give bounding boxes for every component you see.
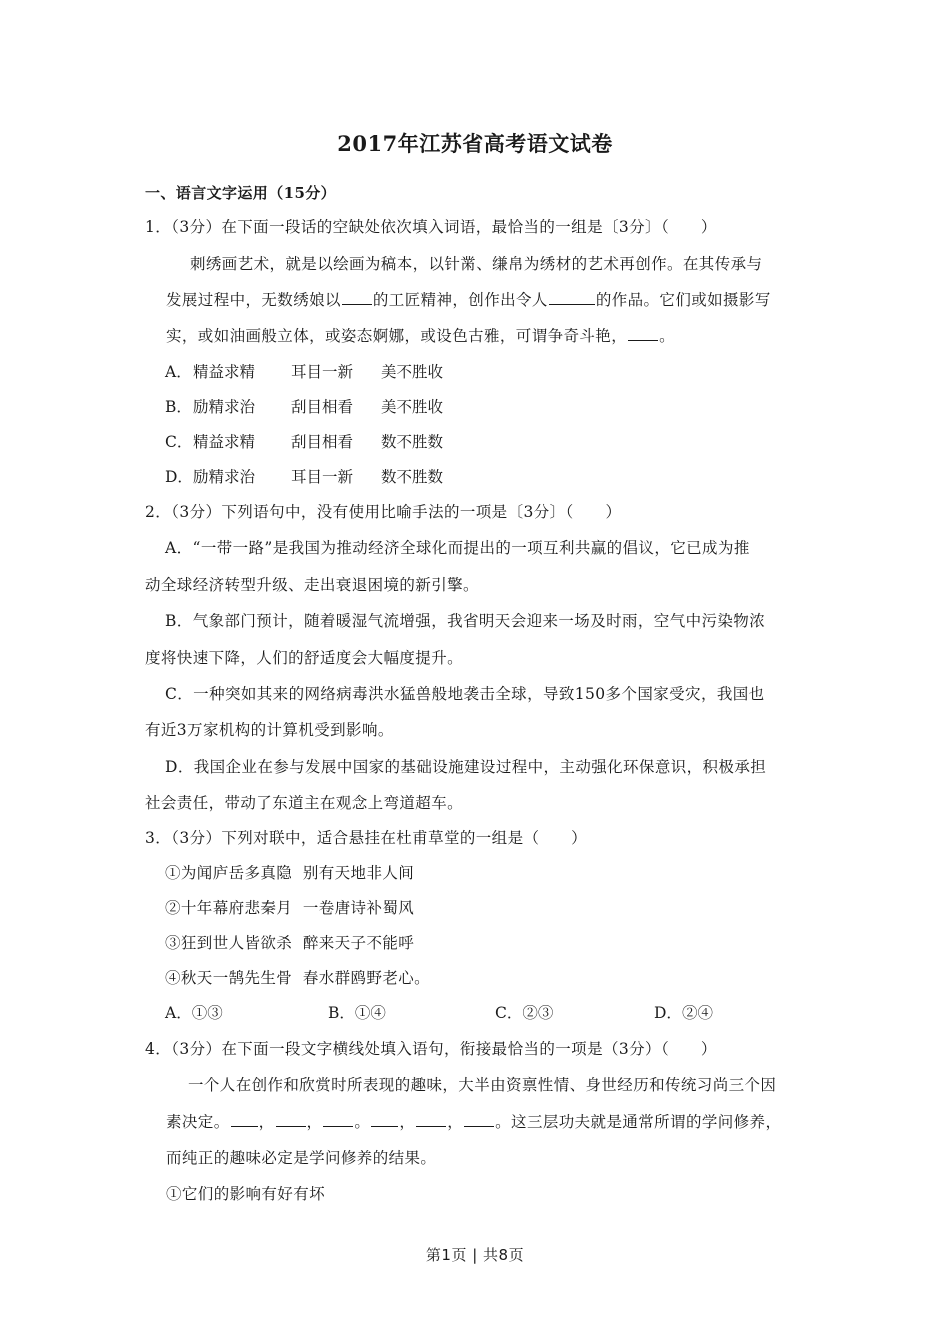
question-number: 4． bbox=[145, 1040, 172, 1058]
couplet-3: ③狂到世人皆欲杀 醉来天子不能呼 bbox=[165, 934, 415, 952]
couplet-4: ④秋天一鹄先生骨 春水群鸥野老心。 bbox=[165, 969, 431, 987]
option-c[interactable]: C．一种突如其来的网络病毒洪水猛兽般地袭击全球，导致150多个国家受灾，我国也 bbox=[165, 685, 765, 703]
question-3-stem bbox=[145, 828, 587, 848]
option-d[interactable]: D．励精求治 耳目一新 数不胜数 bbox=[165, 468, 444, 486]
question-number: 2． bbox=[145, 503, 172, 521]
fill-blank bbox=[416, 1112, 446, 1127]
option-b[interactable]: B．励精求治 刮目相看 美不胜收 bbox=[165, 398, 444, 416]
option-c-continuation: 有近3万家机构的计算机受到影响。 bbox=[145, 721, 394, 739]
fill-blank bbox=[371, 1112, 398, 1127]
page-title: 2017年江苏省高考语文试卷 bbox=[337, 131, 613, 156]
question-number: 1． bbox=[145, 218, 172, 236]
question-text: （3分）在下面一段话的空缺处依次填入词语，最恰当的一组是〔3分〕（ ） bbox=[171, 218, 717, 236]
question-4-passage-line: 而纯正的趣味必定是学问修养的结果。 bbox=[166, 1149, 437, 1167]
question-1-stem bbox=[145, 217, 717, 237]
option-a-continuation: 动全球经济转型升级、走出衰退困境的新引擎。 bbox=[145, 576, 479, 594]
fill-blank bbox=[549, 290, 595, 305]
couplet-1: ①为闻庐岳多真隐 别有天地非人间 bbox=[165, 864, 415, 882]
question-2-stem bbox=[145, 502, 621, 522]
option-b[interactable]: B．①④ bbox=[328, 1004, 386, 1022]
option-a[interactable]: A．精益求精 耳目一新 美不胜收 bbox=[165, 363, 444, 381]
option-b-continuation: 度将快速下降，人们的舒适度会大幅度提升。 bbox=[145, 649, 464, 667]
option-c[interactable]: C．②③ bbox=[495, 1004, 554, 1022]
question-number: 3． bbox=[145, 829, 172, 847]
question-text: （3分）下列语句中，没有使用比喻手法的一项是〔3分〕（ ） bbox=[171, 503, 622, 521]
question-text: （3分）在下面一段文字横线处填入语句，衔接最恰当的一项是（3分）（ ） bbox=[171, 1040, 717, 1058]
fill-blank bbox=[628, 326, 658, 341]
question-4-item-1: ①它们的影响有好有坏 bbox=[166, 1185, 326, 1203]
question-1-passage-line: 实，或如油画般立体，或姿态婀娜，或设色古雅，可谓争奇斗艳， 。 bbox=[166, 327, 676, 345]
fill-blank bbox=[464, 1112, 494, 1127]
question-1-passage-line: 发展过程中，无数绣娘以 的工匠精神，创作出令人 的作品。它们或如摄影写 bbox=[166, 291, 771, 309]
section-heading: 一、语言文字运用（15分） bbox=[145, 184, 337, 202]
fill-blank bbox=[231, 1112, 258, 1127]
option-c[interactable]: C．精益求精 刮目相看 数不胜数 bbox=[165, 433, 444, 451]
option-d[interactable]: D．我国企业在参与发展中国家的基础设施建设过程中，主动强化环保意识，积极承担 bbox=[165, 758, 767, 776]
question-4-stem bbox=[145, 1039, 717, 1059]
question-4-passage-line: 一个人在创作和欣赏时所表现的趣味，大半由资禀性情、身世经历和传统习尚三个因 bbox=[188, 1076, 777, 1094]
fill-blank bbox=[342, 290, 372, 305]
option-d[interactable]: D．②④ bbox=[654, 1004, 713, 1022]
couplet-2: ②十年幕府悲秦月 一卷唐诗补蜀风 bbox=[165, 899, 415, 917]
page-footer: 第1页 | 共8页 bbox=[425, 1246, 525, 1264]
question-4-passage-line: 素决定。 ， ， 。 ， ， 。这三层功夫就是通常所谓的学问修养， bbox=[166, 1113, 782, 1131]
option-a[interactable]: A．①③ bbox=[165, 1004, 223, 1022]
question-text: （3分）下列对联中，适合悬挂在杜甫草堂的一组是（ ） bbox=[171, 829, 588, 847]
option-a[interactable]: A．“一带一路”是我国为推动经济全球化而提出的一项互利共赢的倡议，它已成为推 bbox=[165, 539, 750, 557]
fill-blank bbox=[276, 1112, 306, 1127]
question-1-passage-line: 刺绣画艺术，就是以绘画为稿本，以针黹、缣帛为绣材的艺术再创作。在其传承与 bbox=[190, 255, 763, 273]
option-d-continuation: 社会责任，带动了东道主在观念上弯道超车。 bbox=[145, 794, 464, 812]
option-b[interactable]: B．气象部门预计，随着暖湿气流增强，我省明天会迎来一场及时雨，空气中污染物浓 bbox=[165, 612, 766, 630]
fill-blank bbox=[323, 1112, 353, 1127]
